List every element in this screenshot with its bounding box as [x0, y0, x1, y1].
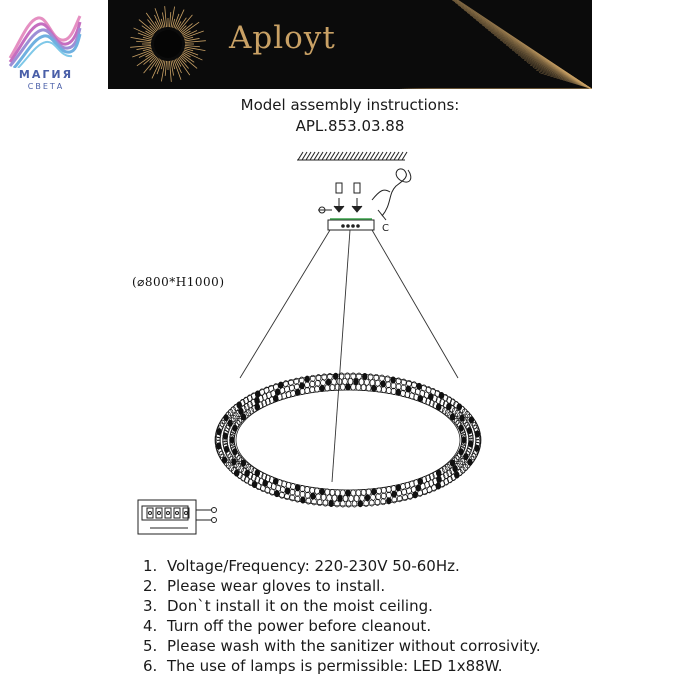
instruction-item: 5. Please wash with the sanitizer without corrosivity. [143, 637, 541, 655]
model-number: APL.853.03.88 [295, 117, 405, 135]
brand-name: Aployt [229, 20, 336, 56]
wave-ribbon-icon [8, 12, 82, 68]
instruction-list [143, 556, 541, 676]
instruction-item: 2. Please wear gloves to install. [143, 577, 386, 595]
instruction-item: 6. The use of lamps is permissible: LED 1x88W. [143, 657, 503, 675]
instruction-item: 3. Don`t install it on the moist ceiling. [143, 597, 433, 615]
instruction-item: 1. Voltage/Frequency: 220-230V 50-60Hz. [143, 557, 460, 575]
store-logo [2, 2, 88, 94]
suspension-cables [240, 230, 458, 482]
assembly-diagram [0, 140, 700, 550]
store-name: МАГИЯ [18, 68, 74, 81]
ceiling-hatch [297, 152, 407, 160]
dimension-label: (⌀800*H1000) [132, 275, 225, 289]
store-subtitle: СВЕТА [27, 82, 65, 91]
mounting-screws-icon [334, 183, 362, 212]
ceiling-canopy [328, 219, 374, 230]
sunburst-icon [108, 0, 592, 89]
instruction-item: 4. Turn off the power before cleanout. [143, 617, 432, 635]
wiring-terminal-icon [138, 500, 217, 534]
document-title: Model assembly instructions: [240, 96, 460, 114]
wire-coil-icon [372, 169, 411, 220]
brand-banner [108, 0, 592, 89]
svg-text:C: C [382, 223, 389, 234]
crystal-ring [215, 373, 481, 507]
